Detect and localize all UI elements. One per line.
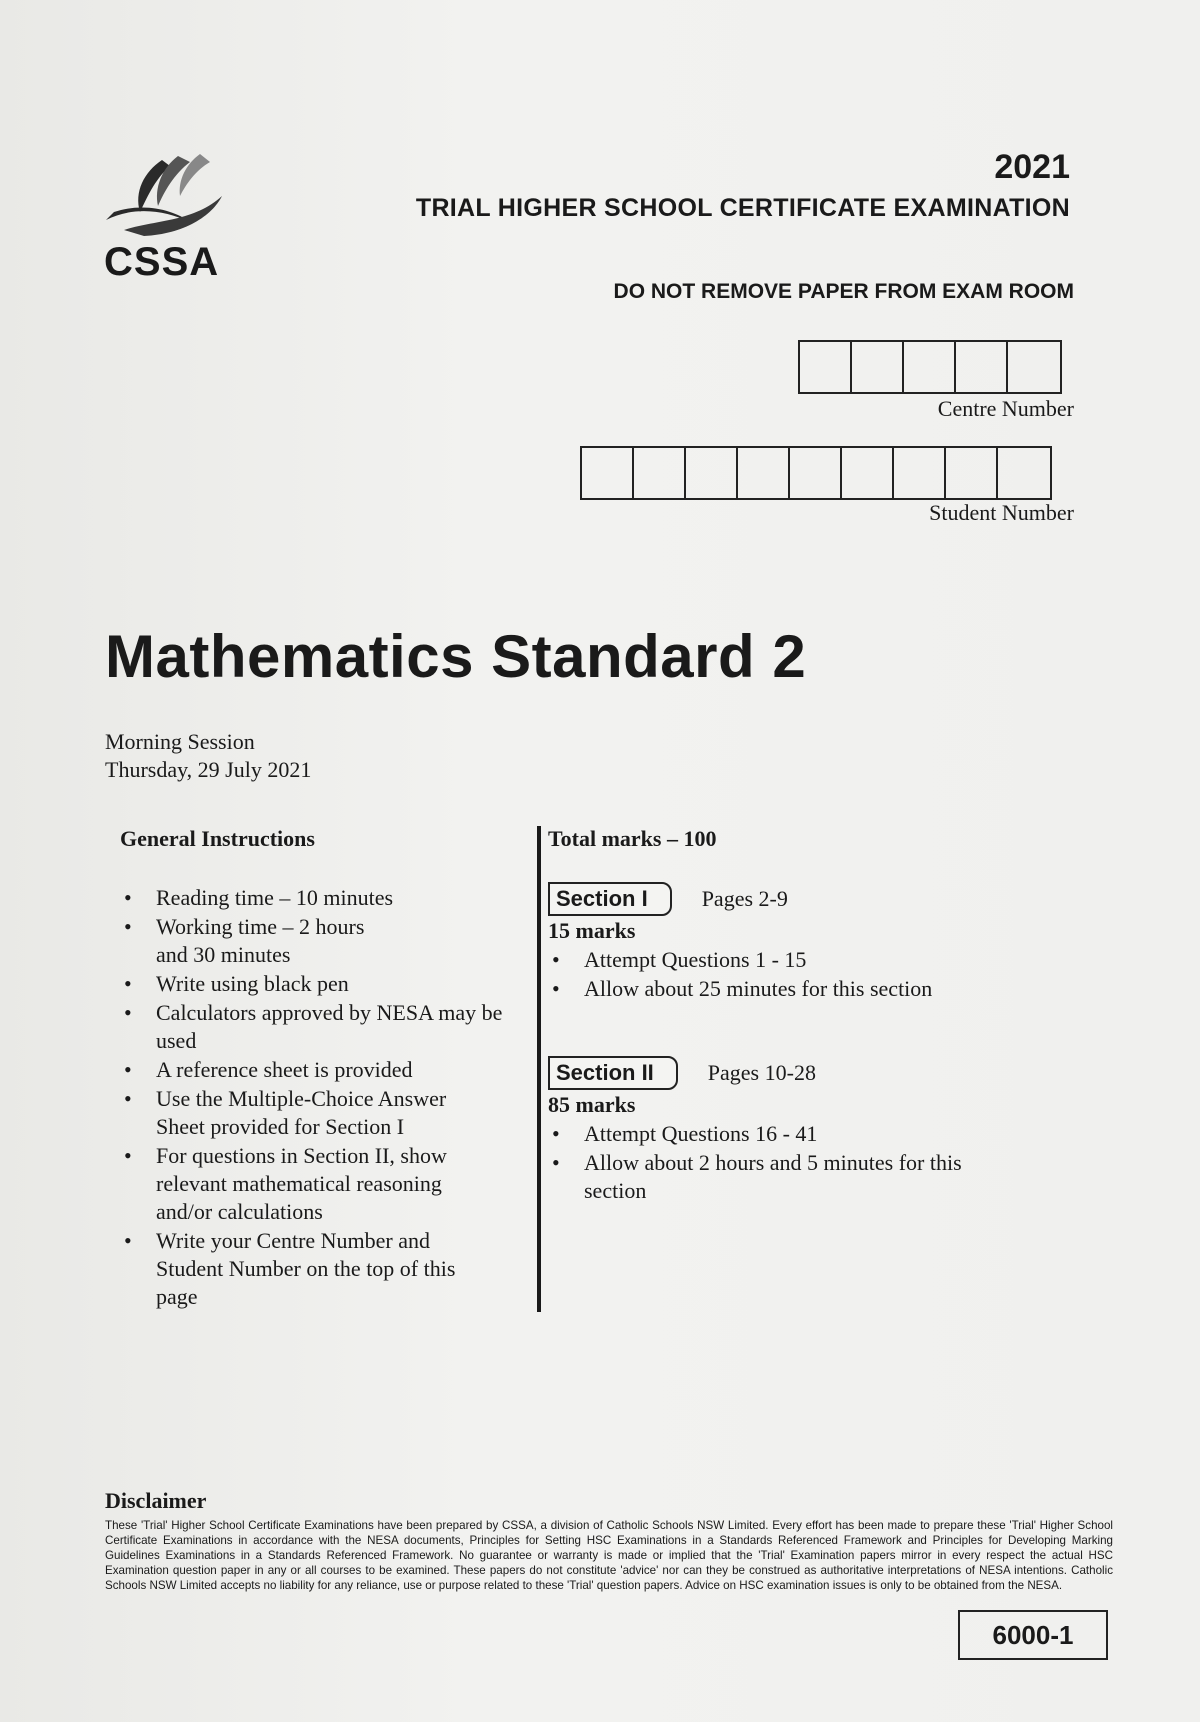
digit-box[interactable] <box>800 342 852 392</box>
paper-code: 6000-1 <box>958 1610 1108 1660</box>
section-1 <box>548 882 1068 1004</box>
disclaimer-heading: Disclaimer <box>105 1488 207 1513</box>
digit-box[interactable] <box>946 448 998 498</box>
student-number-label: Student Number <box>929 500 1074 525</box>
section-marks: 15 marks <box>548 918 636 943</box>
list-item: • Attempt Questions 1 - 15 <box>548 946 1068 974</box>
list-item: • Working time – 2 hours and 30 minutes <box>120 913 520 969</box>
total-marks: Total marks – 100 <box>548 826 717 851</box>
list-item: • Write your Centre Number and Student Number on the top of this page <box>120 1227 520 1311</box>
general-instructions <box>120 826 520 1312</box>
section-marks: 85 marks <box>548 1092 636 1117</box>
section-badge: Section II <box>548 1056 678 1090</box>
digit-box[interactable] <box>738 448 790 498</box>
list-item: • Allow about 2 hours and 5 minutes for this section <box>548 1149 968 1205</box>
session-date: Thursday, 29 July 2021 <box>105 757 312 782</box>
centre-number-field[interactable] <box>798 340 1062 394</box>
list-item: • Calculators approved by NESA may be used <box>120 999 520 1055</box>
section-pages: Pages 10-28 <box>707 1060 816 1085</box>
logo-text: CSSA <box>104 240 220 284</box>
centre-number-label: Centre Number <box>937 396 1074 421</box>
session-name: Morning Session <box>105 729 255 754</box>
section-badge: Section I <box>548 882 672 916</box>
instructions-list <box>120 884 520 1311</box>
exam-title: TRIAL HIGHER SCHOOL CERTIFICATE EXAMINATION <box>415 194 1070 222</box>
session-info <box>105 728 311 784</box>
marks-summary <box>548 826 1068 1203</box>
digit-box[interactable] <box>582 448 634 498</box>
list-item: • Write using black pen <box>120 970 520 998</box>
subject-title: Mathematics Standard 2 <box>105 623 807 690</box>
disclaimer-text: These 'Trial' Higher School Certificate Examinations have been prepared by CSSA, a division of Catholic Schools NSW Limited. Every effort has been made to prepare these 'Trial' Higher School Certificate Examinations in accordance with the NESA documents, Principles for Setting HSC Examinations in a Standards Referenced Framework and Principles for Developing Marking Guidelines Examinations in a Standards Referenced Framework. No guarantee or warranty is made or implied that the 'Trial' Examination papers mirror in every respect the actual HSC Examination question paper in any or all courses to be examined. These papers do not constitute 'advice' nor can they be construed as authoritative interpretations of NESA intentions. Catholic Schools NSW Limited accepts no liability for any reliance, use or purpose related to these 'Trial' question papers. Advice on HSC examination issues is only to be obtained from the NESA. <box>105 1519 1113 1592</box>
digit-box[interactable] <box>790 448 842 498</box>
list-item: • Allow about 25 minutes for this section <box>548 975 1068 1003</box>
digit-box[interactable] <box>956 342 1008 392</box>
student-number-field[interactable] <box>580 446 1052 500</box>
notice-text: DO NOT REMOVE PAPER FROM EXAM ROOM <box>613 280 1074 303</box>
exam-year: 2021 <box>994 148 1070 186</box>
swoosh-icon <box>104 150 234 245</box>
digit-box[interactable] <box>634 448 686 498</box>
list-item: • Reading time – 10 minutes <box>120 884 520 912</box>
list-item: • Use the Multiple-Choice Answer Sheet provided for Section I <box>120 1085 520 1141</box>
digit-box[interactable] <box>998 448 1050 498</box>
list-item: • A reference sheet is provided <box>120 1056 520 1084</box>
instructions-heading: General Instructions <box>120 826 315 851</box>
digit-box[interactable] <box>852 342 904 392</box>
cssa-logo <box>104 150 234 284</box>
section-pages: Pages 2-9 <box>701 886 788 911</box>
list-item: • For questions in Section II, show relevant mathematical reasoning and/or calculations <box>120 1142 520 1226</box>
section-2 <box>548 1056 1068 1206</box>
list-item: • Attempt Questions 16 - 41 <box>548 1120 968 1148</box>
column-divider <box>537 826 541 1312</box>
digit-box[interactable] <box>1008 342 1060 392</box>
disclaimer <box>105 1488 1113 1593</box>
digit-box[interactable] <box>842 448 894 498</box>
digit-box[interactable] <box>894 448 946 498</box>
digit-box[interactable] <box>686 448 738 498</box>
digit-box[interactable] <box>904 342 956 392</box>
